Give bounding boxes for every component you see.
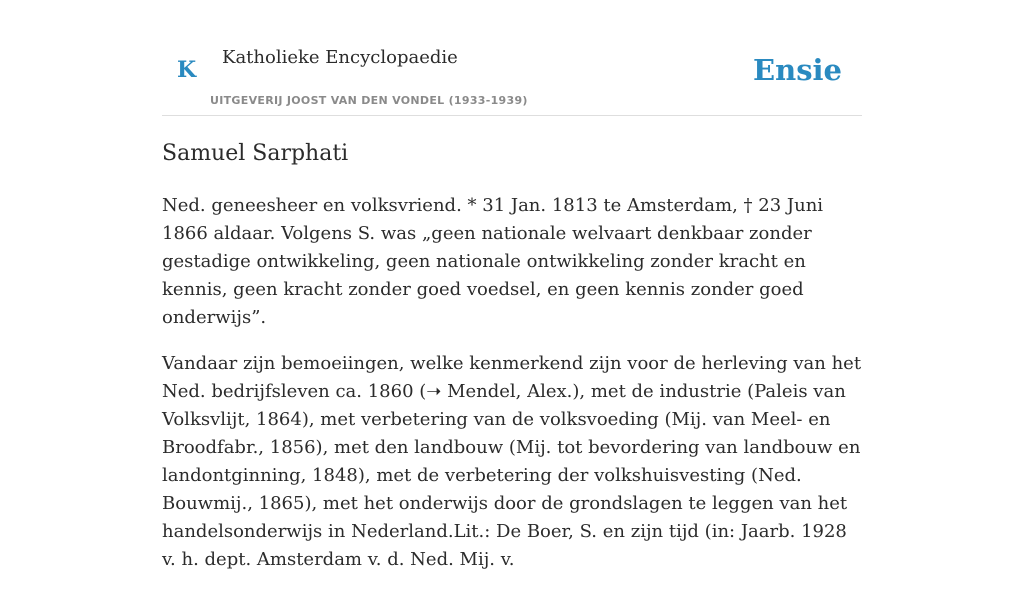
- site-header: [162, 0, 862, 116]
- article-title: Samuel Sarphati: [162, 141, 349, 166]
- site-subtitle: UITGEVERIJ JOOST VAN DEN VONDEL (1933-1939): [210, 94, 528, 107]
- ensie-brand-logo[interactable]: Ensie: [753, 53, 842, 87]
- article-paragraph: Ned. geneesheer en volksvriend. * 31 Jan. 1813 te Amsterdam, † 23 Juni 1866 aldaar. Volgens S. was „geen nationale welvaart denkbaar zonder gestadige ontwikkeling, geen nationale ontwikkeling zonder kracht en kennis, geen kracht zonder goed voedsel, en geen kennis zonder goed onderwijs”.: [162, 195, 824, 328]
- encyclopedia-logo-icon[interactable]: K: [177, 57, 197, 83]
- article-paragraph: Vandaar zijn bemoeiingen, welke kenmerkend zijn voor de herleving van het Ned. bedrijfsleven ca. 1860 (➝ Mendel, Alex.), met de industrie (Paleis van Volksvlijt, 1864), met verbetering van de volksvoeding (Mij. van Meel- en Broodfabr., 1856), met den landbouw (Mij. tot bevordering van landbouw en landontginning, 1848), met de verbetering der volkshuisvesting (Ned. Bouwmij., 1865), met het onderwijs door de grondslagen te leggen van het handelsonderwijs in Nederland.Lit.: De Boer, S. en zijn tijd (in: Jaarb. 1928 v. h. dept. Amsterdam v. d. Ned. Mij. v.: [162, 353, 862, 570]
- site-title[interactable]: Katholieke Encyclopaedie: [222, 47, 458, 68]
- page: [162, 0, 862, 570]
- article-body: [162, 192, 862, 592]
